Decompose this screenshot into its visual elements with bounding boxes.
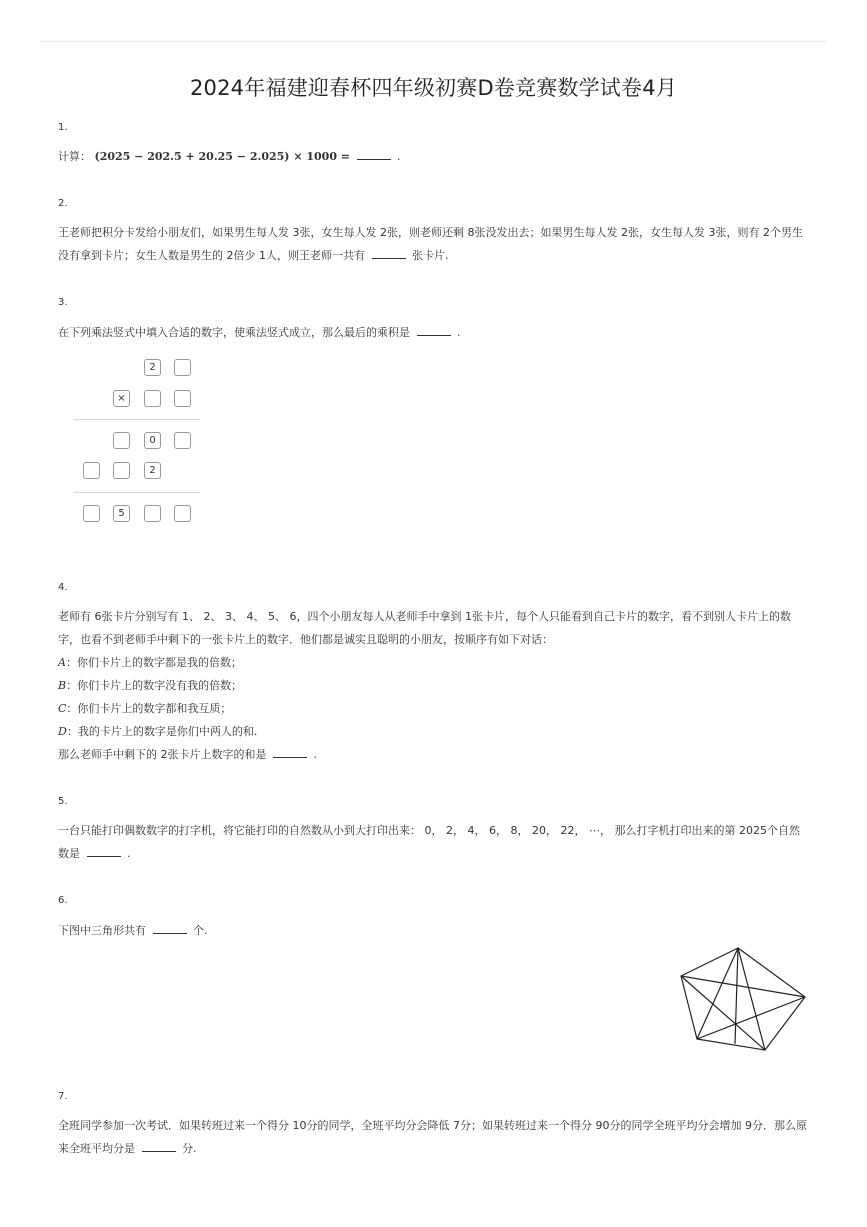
q2-text: 王老师把积分卡发给小朋友们，如果男生每人发 3张，女生每人发 2张，则老师还剩 8张没发出去；如果男生每人发 2张，女生每人发 3张，则有 2个男生没有拿到卡片；女生人数是男生的 2倍少 1人，则王老师一共有 (58, 226, 803, 262)
dialog-line (58, 720, 810, 743)
answer-blank (357, 149, 391, 160)
question-number: 4. (58, 582, 68, 593)
digit-box-empty[interactable] (113, 432, 130, 449)
digit-box: 2 (144, 359, 161, 376)
q5-end: . (127, 847, 131, 860)
question-number: 5. (58, 796, 68, 807)
q7-end: 分. (182, 1142, 197, 1155)
question-1-text (58, 149, 810, 164)
speech: ：你们卡片上的数字没有我的倍数； (66, 679, 243, 692)
question-number: 2. (58, 198, 68, 209)
q1-end: . (397, 150, 401, 163)
speaker: C (58, 702, 67, 715)
digit-box-empty[interactable] (174, 432, 191, 449)
puzzle-divider (74, 419, 200, 420)
speaker: D (58, 725, 67, 738)
question-number: 7. (58, 1091, 68, 1102)
question-number: 6. (58, 895, 68, 906)
digit-box: 0 (144, 432, 161, 449)
figure-line (681, 976, 805, 997)
q4-end: . (313, 748, 317, 761)
dialog-line (58, 651, 810, 674)
question-6-text (58, 923, 810, 938)
header-divider (40, 41, 827, 42)
speaker: A (58, 656, 66, 669)
answer-blank (153, 923, 187, 934)
digit-box-empty[interactable] (144, 390, 161, 407)
triangle-count-figure (676, 944, 811, 1054)
question-2-text (58, 221, 810, 267)
digit-box-empty[interactable] (174, 390, 191, 407)
pentagon-outline (681, 948, 805, 1050)
multiply-sign-box: × (113, 390, 130, 407)
figure-line (735, 948, 738, 1044)
answer-blank (142, 1141, 176, 1152)
q2-end: 张卡片. (412, 249, 449, 262)
speaker: B (58, 679, 67, 692)
question-5-text (58, 819, 810, 865)
digit-box-empty[interactable] (174, 359, 191, 376)
speech: ：你们卡片上的数字都是我的倍数； (65, 656, 242, 669)
answer-blank (87, 846, 121, 857)
dialog-line (58, 674, 810, 697)
question-4-text (58, 605, 810, 766)
q3-end: . (457, 326, 461, 339)
question-number: 1. (58, 122, 68, 133)
digit-box-empty[interactable] (174, 505, 191, 522)
digit-box: 5 (113, 505, 130, 522)
q3-text: 在下列乘法竖式中填入合适的数字，使乘法竖式成立，那么最后的乘积是 (58, 326, 410, 339)
q6-end: 个. (193, 924, 208, 937)
digit-box-empty[interactable] (113, 462, 130, 479)
q4-ask: 那么老师手中剩下的 2张卡片上数字的和是 (58, 748, 267, 761)
q7-text: 全班同学参加一次考试．如果转班过来一个得分 10分的同学，全班平均分会降低 7分；如果转班过来一个得分 90分的同学全班平均分会增加 9分．那么原来全班平均分是 (58, 1119, 807, 1155)
digit-box-empty[interactable] (144, 505, 161, 522)
q4-intro: 老师有 6张卡片分别写有 1、 2、 3、 4、 5、 6，四个小朋友每人从老师手中拿到 1张卡片，每个人只能看到自己卡片的数字，看不到别人卡片上的数字，也看不到老师手中剩下的一张卡片上的数字．他们都是诚实且聪明的小朋友，按顺序有如下对话： (58, 610, 791, 646)
speech: ：你们卡片上的数字都和我互质； (66, 702, 232, 715)
question-3-text (58, 325, 810, 340)
question-7-text (58, 1114, 810, 1160)
figure-line (681, 976, 765, 1050)
figure-line (738, 948, 765, 1050)
q6-text: 下图中三角形共有 (58, 924, 146, 937)
q4-ask-line (58, 743, 810, 766)
question-number: 3. (58, 297, 68, 308)
q1-expression: (2025 − 202.5 + 20.25 − 2.025) × 1000 = (94, 150, 351, 163)
digit-box-empty[interactable] (83, 462, 100, 479)
puzzle-divider (74, 492, 200, 493)
digit-box-empty[interactable] (83, 505, 100, 522)
q1-prefix: 计算： (58, 150, 91, 163)
page-title: 2024年福建迎春杯四年级初赛D卷竞赛数学试卷4月 (190, 76, 677, 100)
answer-blank (273, 747, 307, 758)
q5-text: 一台只能打印偶数数字的打字机，将它能打印的自然数从小到大打印出来： 0， 2， 4， 6， 8， 20， 22， ⋯， 那么打字机打印出来的第 2025个自然数是 (58, 824, 800, 860)
answer-blank (417, 325, 451, 336)
answer-blank (372, 248, 406, 259)
speech: ：我的卡片上的数字是你们中两人的和. (66, 725, 258, 738)
dialog-line (58, 697, 810, 720)
digit-box: 2 (144, 462, 161, 479)
